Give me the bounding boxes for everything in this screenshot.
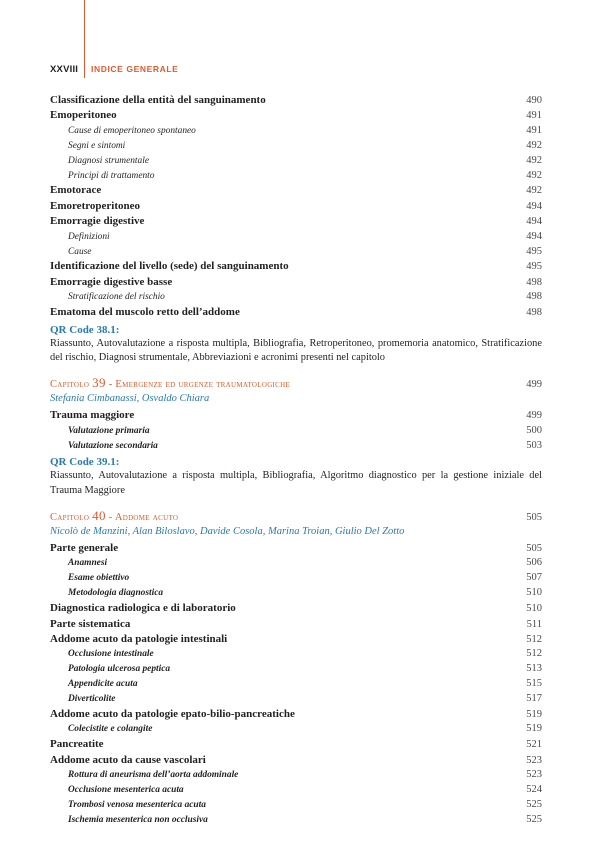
toc-entry-page: 499 xyxy=(526,410,542,422)
page-number: XXVIII xyxy=(50,64,79,75)
toc-subentry-page: 519 xyxy=(526,723,542,735)
toc-subentry-label: Cause xyxy=(68,246,92,257)
toc-subentry-label: Segni e sintomi xyxy=(68,140,126,151)
toc-subentry-page: 491 xyxy=(526,124,542,136)
toc-entry-page: 495 xyxy=(526,261,542,273)
toc-subentry-label: Appendicite acuta xyxy=(68,679,138,690)
toc-subentry[interactable] xyxy=(50,662,542,677)
toc-subentry-page: 498 xyxy=(526,291,542,303)
toc-entry-page: 519 xyxy=(526,708,542,720)
toc-subentry-page: 524 xyxy=(526,784,542,795)
toc-subentry-label: Ischemia mesenterica non occlusiva xyxy=(68,814,208,825)
toc-entry-page: 498 xyxy=(526,307,542,319)
toc-subentry-page: 507 xyxy=(526,572,542,584)
toc-entry[interactable] xyxy=(50,93,542,108)
toc-subentry-label: Valutazione primaria xyxy=(68,425,150,436)
toc-entry-label: Emorragie digestive basse xyxy=(50,275,173,288)
toc-subentry-label: Colecistite e colangite xyxy=(68,724,153,735)
toc-subentry[interactable] xyxy=(50,783,542,798)
toc-subentry-label: Diagnosi strumentale xyxy=(68,155,149,166)
toc-subentry[interactable] xyxy=(50,139,542,154)
toc-subentry-page: 506 xyxy=(526,557,542,569)
toc-subentry[interactable] xyxy=(50,245,542,260)
toc-entry-label: Classificazione della entità del sanguinamento xyxy=(50,94,266,106)
toc-entry[interactable] xyxy=(50,183,542,198)
toc-subentry[interactable] xyxy=(50,571,542,586)
toc-subentry-label: Diverticolite xyxy=(68,694,116,705)
chapter-number: 40 xyxy=(92,508,106,523)
toc-entry[interactable] xyxy=(50,601,542,616)
qr-code-link[interactable]: QR Code 38.1: xyxy=(50,323,120,336)
toc-subentry-page: 503 xyxy=(526,439,542,451)
toc-entry[interactable] xyxy=(50,737,542,752)
toc-subentry-page: 492 xyxy=(526,169,542,181)
toc-entry[interactable] xyxy=(50,259,542,274)
toc-subentry-page: 523 xyxy=(526,769,542,781)
chapter-page: 505 xyxy=(526,512,542,523)
chapter-authors: Stefania Cimbanassi, Osvaldo Chiara xyxy=(50,393,210,405)
chapter-title xyxy=(50,376,290,392)
chapter-prefix: Capitolo xyxy=(50,512,93,523)
toc-subentry[interactable] xyxy=(50,647,542,662)
toc-subentry[interactable] xyxy=(50,813,542,828)
toc-entry-label: Addome acuto da cause vascolari xyxy=(50,753,206,766)
toc-entry[interactable] xyxy=(50,707,542,722)
toc-entry-label: Addome acuto da patologie epato-bilio-pancreatiche xyxy=(50,707,295,720)
toc-entry-label: Identificazione del livello (sede) del sanguinamento xyxy=(50,260,289,273)
toc-subentry-page: 492 xyxy=(526,139,542,151)
toc-subentry-label: Definizioni xyxy=(68,231,110,242)
toc-subentry[interactable] xyxy=(50,124,542,139)
toc-subentry-page: 515 xyxy=(526,678,542,690)
toc-entry[interactable] xyxy=(50,541,542,556)
toc-subentry-label: Valutazione secondaria xyxy=(68,440,158,451)
toc-entry[interactable] xyxy=(50,214,542,229)
toc-subentry[interactable] xyxy=(50,290,542,305)
toc-entry-page: 491 xyxy=(526,110,542,122)
toc-subentry[interactable] xyxy=(50,439,542,454)
toc-subentry[interactable] xyxy=(50,722,542,737)
toc-entry-page: 511 xyxy=(526,618,542,630)
toc-subentry-page: 525 xyxy=(526,798,542,810)
toc-subentry-label: Trombosi venosa mesenterica acuta xyxy=(68,799,206,810)
qr-code-description: Riassunto, Autovalutazione a risposta multipla, Bibliografia, Retroperitoneo, promemoria anatomico, Stratificazione del rischio, Diagnosi strumentale, Abbreviazioni e acronimi presenti nel capitolo xyxy=(50,337,542,363)
toc-subentry-page: 517 xyxy=(526,693,542,705)
toc-subentry-label: Stratificazione del rischio xyxy=(68,292,165,303)
toc-entry-page: 505 xyxy=(526,543,542,554)
toc-subentry[interactable] xyxy=(50,798,542,813)
toc-subentry-page: 492 xyxy=(526,154,542,166)
toc-subentry-label: Rottura di aneurisma dell’aorta addominale xyxy=(68,770,239,781)
toc-subentry-label: Patologia ulcerosa peptica xyxy=(68,664,171,675)
chapter-authors: Nicolò de Manzini, Alan Biloslavo, Davide Cosola, Marina Troian, Giulio Del Zotto xyxy=(50,526,405,537)
toc-entry-label: Emoperitoneo xyxy=(50,109,117,122)
toc-entry-page: 494 xyxy=(526,216,542,228)
toc-subentry-label: Principi di trattamento xyxy=(68,170,155,181)
chapter-title xyxy=(50,509,178,525)
qr-code-link[interactable]: QR Code 39.1: xyxy=(50,456,120,469)
toc-entry-label: Addome acuto da patologie intestinali xyxy=(50,632,228,645)
toc-subentry-page: 500 xyxy=(526,424,542,436)
toc-entry-page: 521 xyxy=(526,739,542,751)
qr-code-description: Riassunto, Autovalutazione a risposta multipla, Bibliografia, Algoritmo diagnostico per la gestione iniziale del Trauma Maggiore xyxy=(50,470,542,496)
toc-entry-page: 494 xyxy=(526,200,542,212)
toc-entry[interactable] xyxy=(50,753,542,768)
toc-subentry[interactable] xyxy=(50,586,542,601)
toc-subentry[interactable] xyxy=(50,230,542,245)
toc-entry-page: 492 xyxy=(526,185,542,197)
toc-entry[interactable] xyxy=(50,275,542,290)
toc-entry-page: 523 xyxy=(526,754,542,766)
toc-subentry[interactable] xyxy=(50,154,542,169)
toc-subentry[interactable] xyxy=(50,424,542,439)
toc-subentry-page: 512 xyxy=(526,648,542,660)
chapter-name: - Addome acuto xyxy=(105,512,179,523)
chapter-name: - Emergenze ed urgenze traumatologiche xyxy=(105,379,291,391)
toc-entry-page: 490 xyxy=(526,95,542,106)
toc-subentry-page: 525 xyxy=(526,813,542,825)
toc-subentry-label: Occlusione intestinale xyxy=(68,649,154,660)
toc-subentry-label: Anamnesi xyxy=(68,558,108,569)
toc-entry[interactable] xyxy=(50,108,542,123)
toc-entry-page: 512 xyxy=(526,633,542,645)
table-of-contents xyxy=(50,93,542,828)
toc-subentry[interactable] xyxy=(50,692,542,707)
toc-subentry[interactable] xyxy=(50,169,542,184)
toc-entry-label: Emorragie digestive xyxy=(50,215,145,228)
toc-subentry-label: Occlusione mesenterica acuta xyxy=(68,785,184,795)
toc-subentry-label: Esame obiettivo xyxy=(68,573,130,584)
toc-subentry-page: 494 xyxy=(526,230,542,242)
toc-entry-label: Trauma maggiore xyxy=(50,409,135,422)
toc-subentry-page: 510 xyxy=(526,587,542,599)
toc-subentry-page: 513 xyxy=(526,663,542,675)
toc-entry[interactable] xyxy=(50,305,542,320)
toc-entry-label: Diagnostica radiologica e di laboratorio xyxy=(50,602,236,615)
toc-entry-label: Emoretroperitoneo xyxy=(50,199,141,212)
toc-entry-label: Emotorace xyxy=(50,184,102,197)
toc-entry-label: Parte generale xyxy=(50,542,119,554)
toc-entry-label: Ematoma del muscolo retto dell’addome xyxy=(50,306,240,319)
toc-entry-label: Pancreatite xyxy=(50,738,104,751)
toc-subentry-label: Metodologia diagnostica xyxy=(68,588,164,599)
toc-entry-page: 510 xyxy=(526,603,542,615)
section-title: INDICE GENERALE xyxy=(91,64,179,74)
toc-entry[interactable] xyxy=(50,408,542,423)
toc-subentry[interactable] xyxy=(50,768,542,783)
chapter-heading[interactable] xyxy=(50,509,542,525)
toc-subentry[interactable] xyxy=(50,677,542,692)
toc-subentry[interactable] xyxy=(50,556,542,571)
toc-entry[interactable] xyxy=(50,632,542,647)
chapter-number: 39 xyxy=(92,375,106,391)
toc-subentry-page: 495 xyxy=(526,245,542,257)
chapter-prefix: Capitolo xyxy=(50,379,93,391)
toc-subentry-label: Cause di emoperitoneo spontaneo xyxy=(68,125,196,136)
chapter-heading[interactable] xyxy=(50,376,542,392)
toc-entry-page: 498 xyxy=(526,276,542,288)
chapter-page: 499 xyxy=(526,379,542,391)
toc-entry[interactable] xyxy=(50,617,542,632)
toc-entry[interactable] xyxy=(50,199,542,214)
header-divider xyxy=(84,0,85,78)
toc-entry-label: Parte sistematica xyxy=(50,617,131,630)
